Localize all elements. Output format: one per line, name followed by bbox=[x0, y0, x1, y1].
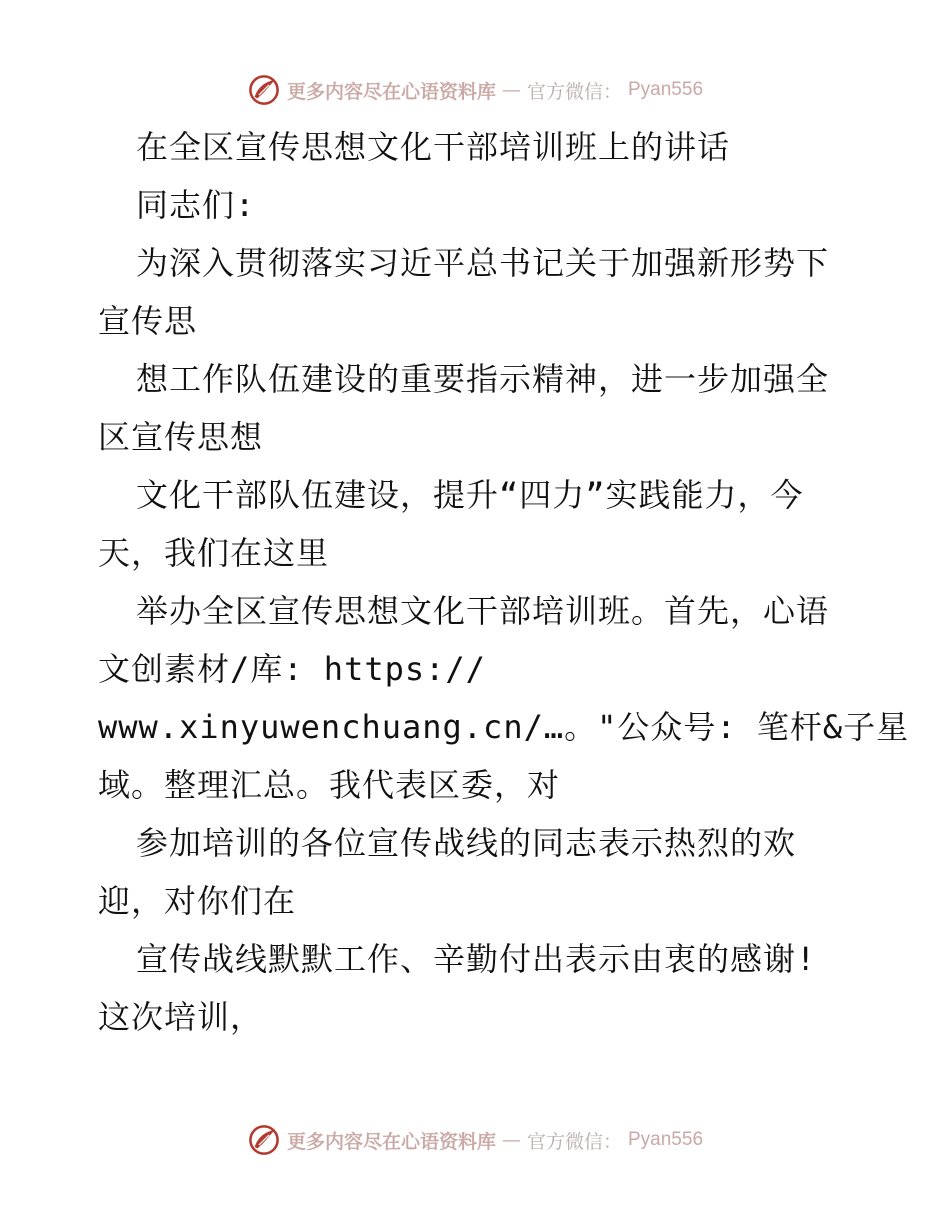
banner-wechat-id: Pyan556 bbox=[628, 1129, 704, 1150]
paragraph-line: 参加培训的各位宣传战线的同志表示热烈的欢 bbox=[136, 824, 797, 862]
banner-main-text: 更多内容尽在心语资料库 bbox=[286, 80, 496, 103]
banner-contact-label: 官方微信： bbox=[526, 1130, 622, 1153]
paragraph-line: 举办全区宣传思想文化干部培训班。首先，心语 bbox=[136, 592, 830, 630]
paragraph-line: 天，我们在这里 bbox=[98, 534, 330, 572]
paragraph-line: 想工作队伍建设的重要指示精神，进一步加强全 bbox=[136, 360, 830, 398]
banner-contact-label: 官方微信： bbox=[526, 80, 622, 103]
footer-watermark-banner bbox=[0, 1120, 950, 1160]
paragraph-line: 域。整理汇总。我代表区委，对 bbox=[98, 766, 561, 804]
salutation: 同志们: bbox=[136, 186, 256, 224]
paragraph-line: www.xinyuwenchuang.cn/…。"公众号: 笔杆&子星 bbox=[98, 708, 910, 746]
banner-dash: — bbox=[501, 1129, 521, 1151]
banner-main-text: 更多内容尽在心语资料库 bbox=[286, 1130, 496, 1153]
paragraph-line: 区宣传思想 bbox=[98, 418, 264, 456]
logo-icon bbox=[247, 73, 281, 107]
banner-dash: — bbox=[501, 79, 521, 101]
paragraph-line: 这次培训， bbox=[98, 998, 264, 1036]
paragraph-line: 为深入贯彻落实习近平总书记关于加强新形势下 bbox=[136, 244, 830, 282]
paragraph-line: 文化干部队伍建设，提升“四力”实践能力，今 bbox=[136, 476, 804, 514]
document-body bbox=[98, 118, 910, 1046]
document-title: 在全区宣传思想文化干部培训班上的讲话 bbox=[136, 128, 731, 166]
paragraph-line: 宣传战线默默工作、辛勤付出表示由衷的感谢! bbox=[136, 940, 817, 978]
banner-wechat-id: Pyan556 bbox=[628, 79, 704, 100]
paragraph-line: 迎，对你们在 bbox=[98, 882, 297, 920]
paragraph-line: 文创素材/库: https:// bbox=[98, 650, 486, 688]
header-watermark-banner bbox=[0, 70, 950, 110]
paragraph-line: 宣传思 bbox=[98, 302, 198, 340]
logo-icon bbox=[247, 1123, 281, 1157]
